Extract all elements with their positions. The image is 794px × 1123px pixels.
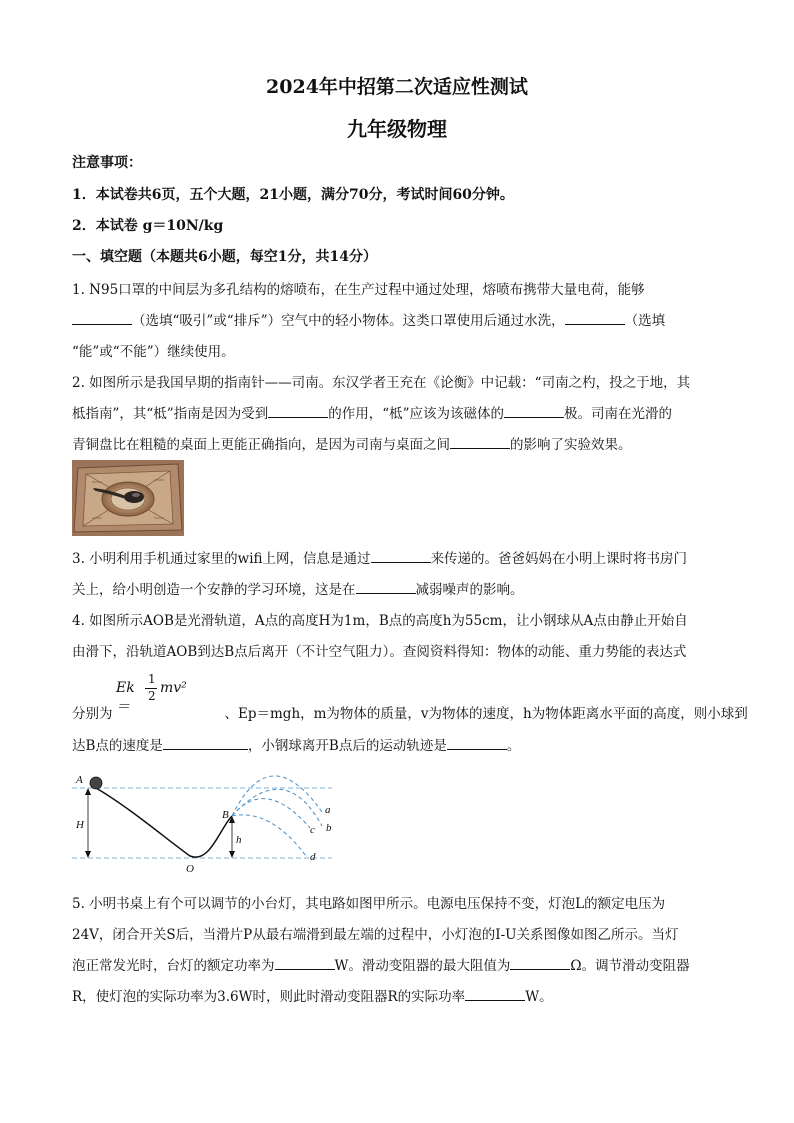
page-title: 2024年中招第二次适应性测试	[266, 76, 528, 98]
label-H: H	[76, 819, 84, 831]
q2-line3: 青铜盘比在粗糙的桌面上更能正确指向，是因为司南与桌面之间 的影响了实验效果。	[72, 433, 722, 453]
exam-page: 2024年中招第二次适应性测试 九年级物理 注意事项： 1．本试卷共6页，五个大题，21小题，满分70分，考试时间60分钟。 2．本试卷 g＝10N/kg 一、填空题（本题共6小题，每空1分，共14分） 1. N95口罩的中间层为多孔结构的熔喷布，在生产过程中通过处理，熔喷布携带大量电荷，能够 （选填“吸引”或“排斥”）空气中的轻小物体。这类口罩使用后通过水洗， （选填 “能”或“不能”）继续使用。 2. 如图所示是我国早期的指南针——司南。东汉学者王充在《论衡》中记载：“司南之杓，投之于地，其 柢指南”，其“柢”指南是因为受到 的作用，“柢”应该为该磁体的 极。司南在光滑的 青铜盘比在粗糙的桌面上更能正确指向，是因为司南与桌面之间 的影响了实验效果。 3. 小明利用手机通过家里的wifi上网，信息是通过 来传递的。爸爸妈妈在小明上课时将书房门 关上，给小明创造一个安静的学习环境，这是在 减弱噪声的影响。 4. 如图所示AOB是光滑轨道，A点的高度H为1m，B点的高度h为55cm，让小钢球从A点由静止开始自 由滑下，沿轨道AOB到达B点后离开（不计空气阻力）。查阅资料得知：物体的动能、重力势能的表达式 Ek＝ 1 2 mv² 分别为 、Ep＝mgh，m为物体的质量，v为物体的速度，h为物体距离水平面的高度，则小球到 达B点的速度是 ，小钢球离开B点后的运动轨迹是 。 A H B h O a b c d 5. 小明书桌上有个可以调节的小台灯，其电路如图甲所示。电源电压保持不变，灯泡L的额定电压为 24V，闭合开关S后，当滑片P从最右端滑到最左端的过程中，小灯泡的I-U关系图像如图乙所示。当灯 泡正常发光时，台灯的额定功率为 W。滑动变阻器的最大阻值为 Ω。调节滑动变阻器 R，使灯泡的实际功率为3.6W时，则此时滑动变阻器R的实际功率 W。	[0, 0, 794, 1123]
q2-line1: 2. 如图所示是我国早期的指南针——司南。东汉学者王充在《论衡》中记载：“司南之杓，投之于地，其	[72, 375, 691, 391]
label-a: a	[325, 804, 331, 816]
answer-blank[interactable]	[510, 955, 570, 970]
answer-blank[interactable]	[504, 403, 564, 418]
track-diagram	[70, 768, 340, 876]
q4-line4: 达B点的速度是 ，小钢球离开B点后的运动轨迹是 。	[72, 734, 722, 754]
answer-blank[interactable]	[275, 955, 335, 970]
q3-line2: 关上，给小明创造一个安静的学习环境，这是在 减弱噪声的影响。	[72, 578, 722, 598]
q1-line2: （选填“吸引”或“排斥”）空气中的轻小物体。这类口罩使用后通过水洗， （选填	[72, 309, 722, 329]
q4-line3: 分别为 、Ep＝mgh，m为物体的质量，v为物体的速度，h为物体距离水平面的高度，则小球到	[72, 706, 748, 722]
answer-blank[interactable]	[163, 735, 248, 750]
label-O: O	[186, 863, 194, 875]
steel-ball	[90, 777, 102, 789]
sinan-compass-image	[72, 460, 184, 536]
track-AOB	[96, 788, 232, 857]
answer-blank[interactable]	[565, 310, 625, 325]
label-h: h	[236, 834, 242, 846]
answer-blank[interactable]	[356, 579, 416, 594]
notice-item-1: 1．本试卷共6页，五个大题，21小题，满分70分，考试时间60分钟。	[72, 187, 514, 203]
q4-line2: 由滑下，沿轨道AOB到达B点后离开（不计空气阻力）。查阅资料得知：物体的动能、重力势能的表达式	[72, 644, 687, 660]
trajectory-c	[232, 799, 310, 828]
q1-line1: 1. N95口罩的中间层为多孔结构的熔喷布，在生产过程中通过处理，熔喷布携带大量电荷，能够	[72, 282, 645, 298]
answer-blank[interactable]	[465, 986, 525, 1001]
q5-line1: 5. 小明书桌上有个可以调节的小台灯，其电路如图甲所示。电源电压保持不变，灯泡L的额定电压为	[72, 896, 666, 912]
trajectory-a	[232, 776, 322, 816]
answer-blank[interactable]	[371, 548, 431, 563]
q5-line2: 24V，闭合开关S后，当滑片P从最右端滑到最左端的过程中，小灯泡的I-U关系图像如图乙所示。当灯	[72, 927, 679, 943]
q2-line2: 柢指南”，其“柢”指南是因为受到 的作用，“柢”应该为该磁体的 极。司南在光滑的	[72, 402, 722, 422]
q5-line3: 泡正常发光时，台灯的额定功率为 W。滑动变阻器的最大阻值为 Ω。调节滑动变阻器	[72, 954, 722, 974]
q1-line3: “能”或“不能”）继续使用。	[72, 344, 235, 360]
trajectory-d	[232, 815, 306, 856]
label-A: A	[76, 774, 83, 786]
q4-line1: 4. 如图所示AOB是光滑轨道，A点的高度H为1m，B点的高度h为55cm，让小钢球从A点由静止开始自	[72, 613, 688, 629]
answer-blank[interactable]	[72, 310, 132, 325]
answer-blank[interactable]	[450, 434, 510, 449]
notice-heading: 注意事项：	[72, 155, 142, 171]
notice-item-2: 2．本试卷 g＝10N/kg	[72, 218, 224, 234]
answer-blank[interactable]	[268, 403, 328, 418]
q3-line1: 3. 小明利用手机通过家里的wifi上网，信息是通过 来传递的。爸爸妈妈在小明上课时将书房门	[72, 547, 722, 567]
section-heading: 一、填空题（本题共6小题，每空1分，共14分）	[72, 249, 377, 265]
label-d: d	[310, 851, 316, 863]
q5-line4: R，使灯泡的实际功率为3.6W时，则此时滑动变阻器R的实际功率 W。	[72, 985, 722, 1005]
label-B: B	[222, 809, 229, 821]
label-b: b	[326, 822, 332, 834]
page-subtitle: 九年级物理	[347, 117, 447, 141]
answer-blank[interactable]	[447, 735, 507, 750]
label-c: c	[310, 824, 315, 836]
